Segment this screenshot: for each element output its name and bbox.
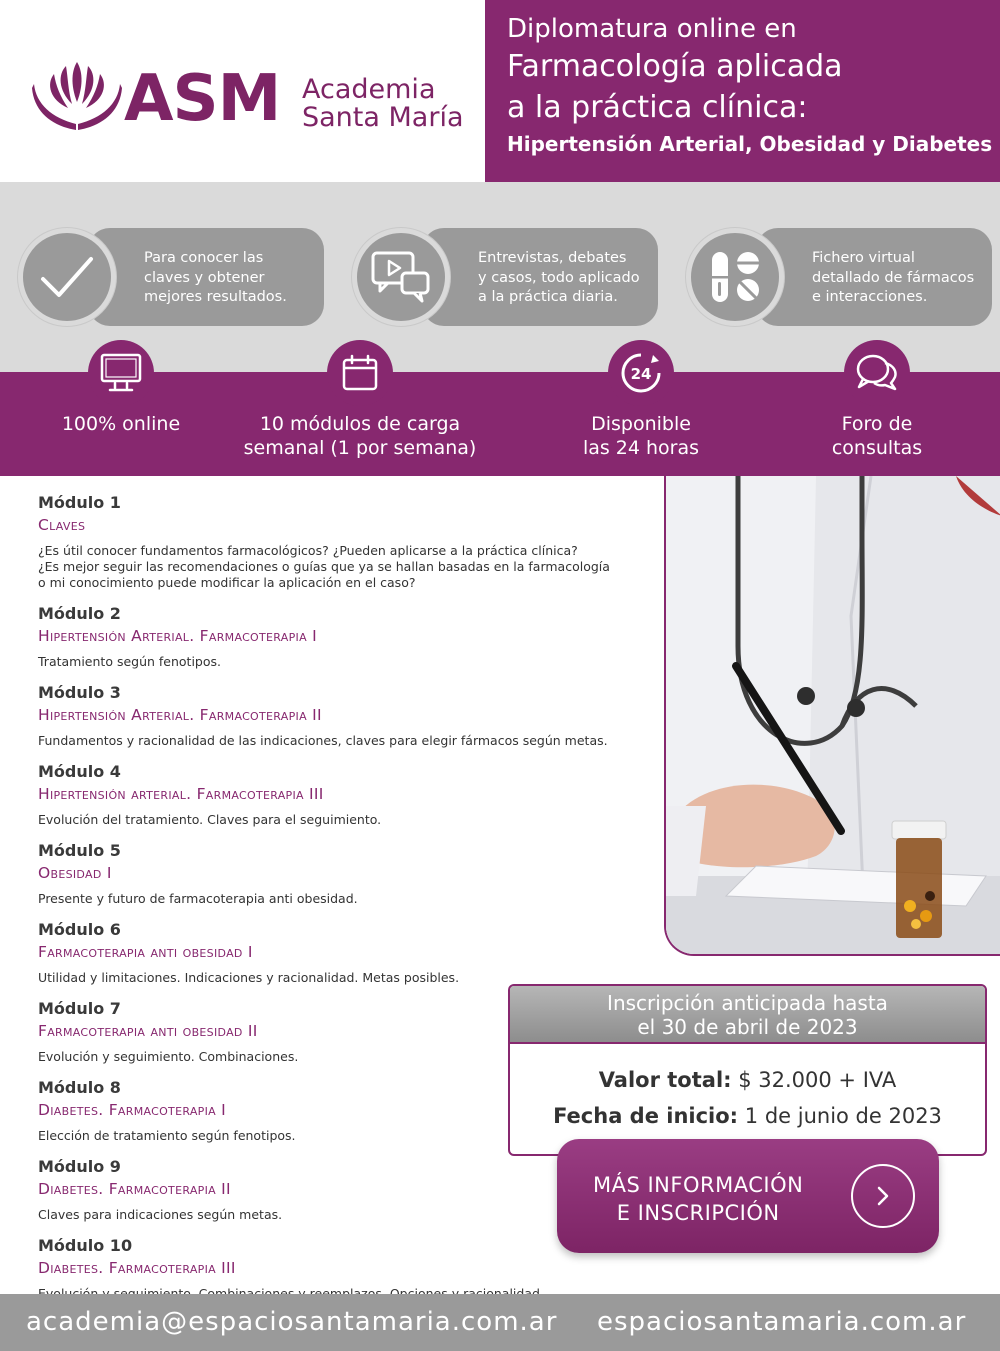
start-date-value: 1 de junio de 2023	[744, 1104, 942, 1128]
highlights-band	[0, 365, 1000, 476]
feature-icon-circle	[352, 228, 450, 326]
module-title: Diabetes. Farmacoterapia II	[38, 1180, 231, 1198]
clock-24-icon	[619, 351, 663, 395]
module-description-line: o mi conocimiento puede modificar la aplicación en el caso?	[38, 575, 416, 590]
total-price-value: $ 32.000 + IVA	[738, 1068, 897, 1092]
cta-label	[593, 1171, 803, 1227]
highlight-line: 100% online	[61, 413, 181, 435]
cta-label-line: E INSCRIPCIÓN	[616, 1201, 780, 1225]
brand-subtitle	[302, 76, 464, 132]
contact-email-link[interactable]: academia@espaciosantamaria.com.ar	[26, 1307, 558, 1337]
start-date-label: Fecha de inicio:	[553, 1104, 739, 1128]
highlight-item	[40, 340, 202, 436]
module-number: Módulo 8	[38, 1078, 121, 1097]
brand-name: ASM	[124, 62, 281, 136]
module-number: Módulo 2	[38, 604, 121, 623]
module-description: Evolución y seguimiento. Combinaciones.	[38, 1049, 299, 1064]
module-title: Diabetes. Farmacoterapia III	[38, 1259, 236, 1277]
footer	[0, 1294, 1000, 1351]
course-title-line: Farmacología aplicada	[507, 49, 843, 84]
total-price	[510, 1062, 985, 1098]
highlight-line: semanal (1 por semana)	[243, 437, 477, 459]
module-title: Farmacoterapia anti obesidad I	[38, 943, 253, 961]
course-title-line: a la práctica clínica:	[507, 90, 808, 125]
module-title: Claves	[38, 516, 86, 534]
highlight-label	[40, 412, 202, 436]
clock-badge-text: 24	[630, 365, 652, 383]
module-number: Módulo 7	[38, 999, 121, 1018]
module-description	[38, 543, 648, 591]
module-description: Claves para indicaciones según metas.	[38, 1207, 283, 1222]
early-registration-line: Inscripción anticipada hasta	[607, 991, 888, 1015]
cta-label-line: MÁS INFORMACIÓN	[593, 1173, 804, 1197]
course-title-line: Diplomatura online en	[507, 14, 797, 44]
course-title-box	[485, 0, 1000, 182]
total-price-label: Valor total:	[598, 1068, 732, 1092]
module-item	[38, 761, 648, 828]
feature-icon-circle	[18, 228, 116, 326]
brand-subtitle-line: Academia	[302, 74, 436, 105]
feature-line: y casos, todo aplicado	[478, 269, 640, 286]
highlight-icon-circle	[88, 340, 154, 406]
feature-text	[756, 228, 992, 326]
highlight-icon-circle	[844, 340, 910, 406]
feature-line: claves y obtener	[144, 269, 265, 286]
pricing-box	[508, 984, 987, 1156]
start-date	[510, 1098, 985, 1134]
highlight-line: las 24 horas	[582, 437, 700, 459]
highlight-icon-circle	[327, 340, 393, 406]
module-item	[38, 840, 648, 907]
doctor-photo	[664, 476, 1000, 956]
feature-text	[422, 228, 658, 326]
module-description: Utilidad y limitaciones. Indicaciones y racionalidad. Metas posibles.	[38, 970, 460, 985]
module-title: Farmacoterapia anti obesidad II	[38, 1022, 258, 1040]
module-item	[38, 492, 648, 591]
highlight-line: consultas	[831, 437, 923, 459]
module-description: Elección de tratamiento según fenotipos.	[38, 1128, 296, 1143]
highlight-item	[230, 340, 490, 460]
module-number: Módulo 1	[38, 493, 121, 512]
module-title: Hipertensión arterial. Farmacoterapia III	[38, 785, 324, 803]
feature-icon-circle	[686, 228, 784, 326]
feature-line: e interacciones.	[812, 289, 928, 305]
feature-line: a la práctica diaria.	[478, 289, 618, 305]
highlight-line: Foro de	[841, 413, 913, 435]
module-title: Hipertensión Arterial. Farmacoterapia I	[38, 627, 318, 645]
module-number: Módulo 10	[38, 1236, 133, 1255]
checkmark-icon	[37, 247, 97, 307]
highlight-line: Disponible	[591, 413, 691, 435]
module-title: Obesidad I	[38, 864, 112, 882]
highlight-item	[796, 340, 958, 460]
module-description: Evolución del tratamiento. Claves para el seguimiento.	[38, 812, 382, 827]
book-hands-logo-icon	[32, 44, 122, 132]
module-item	[38, 1235, 648, 1302]
module-number: Módulo 9	[38, 1157, 121, 1176]
chevron-right-glyph	[873, 1184, 893, 1208]
doctor-illustration	[666, 476, 1000, 956]
module-number: Módulo 6	[38, 920, 121, 939]
highlight-item	[560, 340, 722, 460]
early-registration-banner	[510, 986, 985, 1044]
module-number: Módulo 5	[38, 841, 121, 860]
calendar-icon	[341, 354, 379, 392]
pricing-details	[510, 1044, 985, 1134]
module-item	[38, 603, 648, 670]
feature-line: Fichero virtual	[812, 250, 915, 266]
feature-line: Para conocer las	[144, 250, 264, 266]
module-description-line: ¿Es mejor seguir las recomendaciones o guías que ya se hallan basadas en la farmacología	[38, 559, 610, 574]
highlight-line: 10 módulos de carga	[259, 413, 461, 435]
website-link[interactable]: espaciosantamaria.com.ar	[597, 1307, 967, 1337]
module-item	[38, 919, 648, 986]
monitor-icon	[100, 353, 142, 393]
video-chat-icon	[370, 249, 432, 305]
forum-icon	[855, 353, 899, 393]
module-title: Diabetes. Farmacoterapia I	[38, 1101, 227, 1119]
module-description: Tratamiento según fenotipos.	[38, 654, 222, 669]
more-info-registration-button[interactable]	[557, 1139, 939, 1253]
highlight-label	[796, 412, 958, 460]
feature-line: mejores resultados.	[144, 289, 287, 305]
module-description-line: ¿Es útil conocer fundamentos farmacológicos? ¿Pueden aplicarse a la práctica clínica?	[38, 543, 578, 558]
module-item	[38, 682, 648, 749]
feature-text	[88, 228, 324, 326]
feature-line: detallado de fármacos	[812, 269, 975, 286]
brand-subtitle-line: Santa María	[302, 102, 464, 133]
early-registration-line: el 30 de abril de 2023	[637, 1015, 858, 1039]
module-description: Fundamentos y racionalidad de las indicaciones, claves para elegir fármacos según metas.	[38, 733, 608, 748]
highlight-label	[560, 412, 722, 460]
course-subtitle: Hipertensión Arterial, Obesidad y Diabetes	[507, 132, 993, 156]
highlight-icon-circle	[608, 340, 674, 406]
highlight-label	[230, 412, 490, 460]
module-number: Módulo 3	[38, 683, 121, 702]
pills-icon	[706, 248, 764, 306]
feature-line: Entrevistas, debates	[478, 250, 627, 266]
header	[0, 0, 1000, 182]
module-title: Hipertensión Arterial. Farmacoterapia II	[38, 706, 322, 724]
chevron-right-icon[interactable]	[851, 1164, 915, 1228]
module-description: Presente y futuro de farmacoterapia anti obesidad.	[38, 891, 358, 906]
module-number: Módulo 4	[38, 762, 121, 781]
